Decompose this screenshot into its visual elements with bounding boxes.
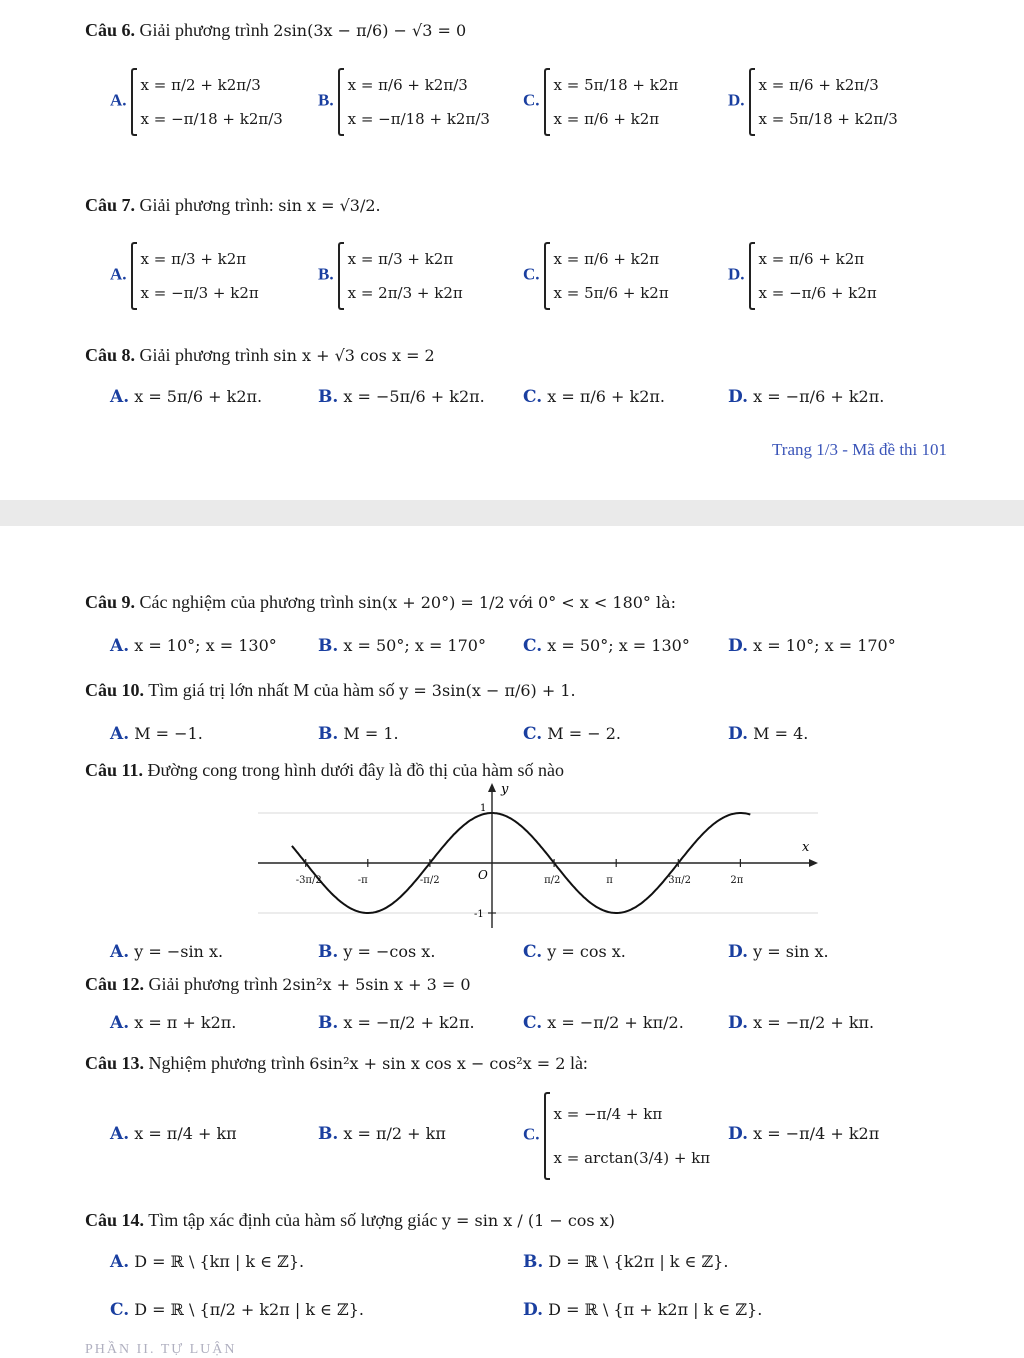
q14-option-d[interactable]: D. D = ℝ \ {π + k2π | k ∈ ℤ}. [523,1300,763,1320]
q10-option-a[interactable]: A. M = −1. [110,724,203,744]
q6-label: Câu 6. [85,20,136,40]
q9-option-c[interactable]: C. x = 50°; x = 130° [523,636,690,656]
y-tick-neg1: -1 [474,909,484,920]
q10-equation: y = 3sin(x − π/6) + 1. [399,681,576,700]
q13-option-d[interactable]: D. x = −π/4 + k2π [728,1124,880,1144]
x-tick-label: -π [357,875,368,886]
q7-option-a[interactable]: A. x = π/3 + k2π x = −π/3 + k2π [110,242,259,310]
partial-heading: PHẦN II. TỰ LUẬN [85,1342,237,1357]
y-axis-arrow [488,783,496,792]
q13-tail: là: [569,1053,588,1073]
q13-option-b[interactable]: B. x = π/2 + kπ [318,1124,446,1144]
q9-condition: với 0° < x < 180° là: [509,593,677,612]
q7-option-b[interactable]: B. x = π/3 + k2π x = 2π/3 + k2π [318,242,463,310]
x-tick-label: π/2 [544,875,561,886]
q12-option-d[interactable]: D. x = −π/2 + kπ. [728,1013,875,1033]
y-axis-label: y [501,783,509,797]
page-footer: Trang 1/3 - Mã đề thi 101 [772,440,948,459]
q8-option-b[interactable]: B. x = −5π/6 + k2π. [318,387,485,407]
q7-equation: sin x = √3/2. [278,196,381,215]
q11-graph [258,783,818,933]
q6-option-a[interactable]: A. x = π/2 + k2π/3 x = −π/18 + k2π/3 [110,68,283,136]
q11-option-d[interactable]: D. y = sin x. [728,942,829,962]
q8-option-a[interactable]: A. x = 5π/6 + k2π. [110,387,263,407]
x-tick-label: 2π [730,875,744,886]
q9-header [85,592,676,613]
q10-option-b[interactable]: B. M = 1. [318,724,399,744]
q6-equation: 2sin(3x − π/6) − √3 = 0 [273,21,467,40]
q14-option-c[interactable]: C. D = ℝ \ {π/2 + k2π | k ∈ ℤ}. [110,1300,364,1320]
x-axis-label: x [802,840,810,855]
q13-header [85,1053,588,1074]
x-tick-label: π [606,875,613,886]
q13-option-c[interactable]: C. x = −π/4 + kπ x = arctan(3/4) + kπ [523,1092,710,1180]
q11-header [85,760,564,781]
q8-option-c[interactable]: C. x = π/6 + k2π. [523,387,665,407]
q6-header [85,20,466,41]
q9-equation: sin(x + 20°) = 1/2 [358,593,505,612]
q11-option-b[interactable]: B. y = −cos x. [318,942,436,962]
q9-text: Các nghiệm của phương trình [139,592,354,612]
q12-label: Câu 12. [85,974,145,994]
q7-option-d[interactable]: D. x = π/6 + k2π x = −π/6 + k2π [728,242,877,310]
q11-option-c[interactable]: C. y = cos x. [523,942,626,962]
q13-text: Nghiệm phương trình [148,1053,305,1073]
q11-text: Đường cong trong hình dưới đây là đồ thị của hàm số nào [147,760,565,780]
q9-option-a[interactable]: A. x = 10°; x = 130° [110,636,277,656]
q14-label: Câu 14. [85,1210,145,1230]
q8-label: Câu 8. [85,345,136,365]
y-tick-1: 1 [480,803,487,814]
q11-label: Câu 11. [85,760,144,780]
q7-text: Giải phương trình: [139,195,274,215]
q6-option-d[interactable]: D. x = π/6 + k2π/3 x = 5π/18 + k2π/3 [728,68,898,136]
q10-header [85,680,576,701]
q7-header [85,195,381,216]
q8-text: Giải phương trình [139,345,269,365]
q13-label: Câu 13. [85,1053,145,1073]
q14-option-a[interactable]: A. D = ℝ \ {kπ | k ∈ ℤ}. [110,1252,305,1272]
page-separator [0,500,1024,526]
q6-option-c[interactable]: C. x = 5π/18 + k2π x = π/6 + k2π [523,68,678,136]
q13-equation: 6sin²x + sin x cos x − cos²x = 2 [309,1054,566,1073]
q8-header [85,345,435,366]
q14-text: Tìm tập xác định của hàm số lượng giác [148,1210,438,1230]
q12-text: Giải phương trình [148,974,278,994]
q14-header [85,1210,615,1231]
origin-label: O [478,868,488,882]
q12-option-c[interactable]: C. x = −π/2 + kπ/2. [523,1013,684,1033]
q12-option-a[interactable]: A. x = π + k2π. [110,1013,237,1033]
x-tick-label: -π/2 [419,875,440,886]
q12-option-b[interactable]: B. x = −π/2 + k2π. [318,1013,475,1033]
q10-option-d[interactable]: D. M = 4. [728,724,809,744]
q14-equation: y = sin x / (1 − cos x) [441,1211,615,1230]
q10-text: Tìm giá trị lớn nhất M của hàm số [148,680,395,700]
q14-option-b[interactable]: B. D = ℝ \ {k2π | k ∈ ℤ}. [523,1252,729,1272]
q12-equation: 2sin²x + 5sin x + 3 = 0 [282,975,471,994]
x-tick-label: 3π/2 [668,875,691,886]
q6-option-b[interactable]: B. x = π/6 + k2π/3 x = −π/18 + k2π/3 [318,68,490,136]
q11-option-a[interactable]: A. y = −sin x. [110,942,224,962]
q10-label: Câu 10. [85,680,145,700]
q9-label: Câu 9. [85,592,136,612]
q8-equation: sin x + √3 cos x = 2 [273,346,435,365]
q7-label: Câu 7. [85,195,136,215]
x-axis-arrow [809,859,818,867]
q9-option-b[interactable]: B. x = 50°; x = 170° [318,636,486,656]
q13-option-a[interactable]: A. x = π/4 + kπ [110,1124,237,1144]
q7-option-c[interactable]: C. x = π/6 + k2π x = 5π/6 + k2π [523,242,669,310]
q10-option-c[interactable]: C. M = − 2. [523,724,621,744]
q8-option-d[interactable]: D. x = −π/6 + k2π. [728,387,885,407]
q9-option-d[interactable]: D. x = 10°; x = 170° [728,636,896,656]
q12-header [85,974,471,995]
q6-text: Giải phương trình [139,20,269,40]
x-tick-label: -3π/2 [295,875,322,886]
